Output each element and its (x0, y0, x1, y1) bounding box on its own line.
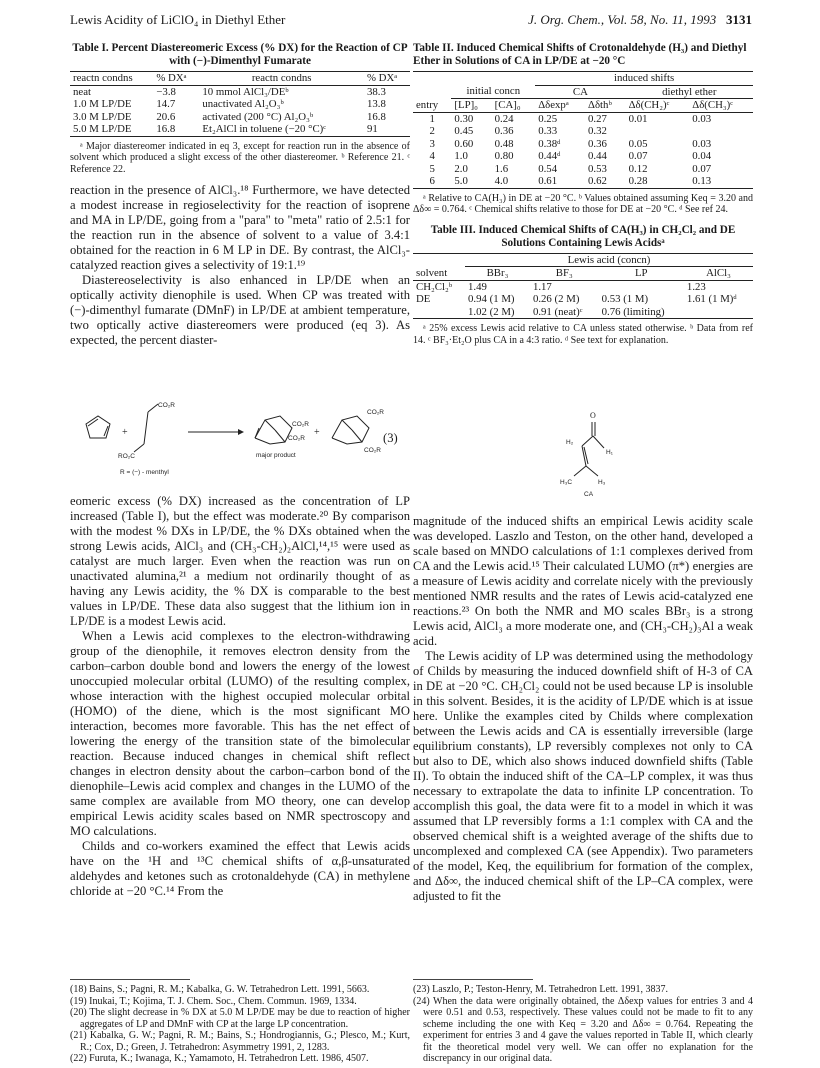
table-row (70, 111, 410, 124)
arrowhead (238, 429, 244, 435)
reference: (20) The slight decrease in % DX at 5.0 M LP/DE may be due to reaction of higher aggregates of LP and DMnF with CP at the large LP concentration. (70, 1007, 410, 1030)
table2-header-row (413, 99, 753, 113)
table-cell: 0.53 (588, 162, 607, 175)
table-cell: 0.01 (628, 112, 648, 125)
table-cell: 0.48 (494, 137, 514, 150)
table-cell: DE (416, 293, 431, 306)
table2-group-header: induced shifts (535, 72, 753, 86)
table-cell: 0.91 (neat)ᶜ (532, 305, 583, 318)
table-row (413, 138, 753, 151)
table-cell: 0.32 (588, 125, 607, 137)
table-cell: 0.61 (538, 175, 558, 187)
equation-number: (3) (383, 431, 398, 445)
table3 (413, 253, 753, 320)
ro2c-label: RO₂C (118, 453, 135, 460)
footnote-text: ᵃ Major diastereomer indicated in eq 3, except for reaction run in the absence of solvent which produced a slight excess of the other diastereomer. ᵇ Reference 21. ᶜ Reference 22. (70, 140, 410, 175)
paragraph: magnitude of the induced shifts an empirical Lewis acidity scale was developed. Laszlo and Teston, on the other hand, developed a scale based on MNDO calculations of 1:1 complexes derived from CA and the Lewis acid.¹⁵ Their calculated LUMO (π*) energies are a measure of Lewis acidity and correlate nicely with the previously mentioned NMR results and the rates of Lewis acid-catalyzed ene reactions.²³ On both the NMR and MO scales BBr₃ is a strong Lewis acid, AlCl₃ a more moderate one, and (CH₃-CH₂)₃Al a weak acid. (413, 514, 753, 648)
left-references (70, 975, 410, 1065)
paragraph: Childs and co-workers examined the effect that Lewis acids have on the ¹H and ¹³C chemical shifts of α,β-unsaturated aldehydes and ketones such as crotonaldehyde (CA) in methylene chloride at −20 °C.¹⁴ From the (70, 839, 410, 898)
left-column (70, 42, 410, 348)
table-cell: 0.04 (692, 150, 712, 162)
table-cell: 3.0 M LP/DE (73, 110, 132, 123)
right-column-lower (413, 514, 753, 904)
table-cell: 0.44ᵈ (538, 150, 561, 162)
table3-number: Table III. (430, 223, 476, 236)
table2-title: Induced Chemical Shifts of Crotonaldehyde (H₃) and Diethyl Ether in Solutions of CA in LP/DE at −20 °C (413, 42, 747, 67)
footnote-text: ᵃ 25% excess Lewis acid relative to CA unless stated otherwise. ᵇ Data from ref 14. ᶜ BF₃·Et₂O plus CA in a 4:3 ratio. ᵈ See text for explanation. (413, 323, 753, 346)
table-cell: 10 mmol AlCl₃/DEᵇ (202, 85, 289, 98)
table-cell: 0.36 (494, 125, 514, 137)
table3-group-header: Lewis acid (concn) (465, 253, 753, 267)
r-definition: R = (−) - menthyl (120, 469, 169, 476)
footnote-text: ᵃ Relative to CA(H₃) in DE at −20 °C. ᵇ Values obtained assuming Keq = 3.20 and Δδ∞ = 0.764. ᶜ Chemical shifts relative to those for DE at −20 °C. ᵈ See ref 24. (413, 192, 753, 216)
table-row (413, 293, 753, 306)
table-cell: 1.0 M LP/DE (73, 98, 132, 110)
table-cell: 0.94 (1 M) (468, 293, 515, 306)
cyclopentadiene-structure (86, 416, 110, 438)
footnote-rule (413, 979, 533, 980)
table-cell: 2 (429, 125, 435, 137)
table-cell: Et₂AlCl in toluene (−20 °C)ᶜ (202, 123, 327, 135)
right-body (413, 514, 753, 904)
table-cell: unactivated Al₂O₃ᵇ (202, 98, 284, 110)
co2r-label: CO₂R (288, 435, 305, 442)
table-cell: 0.03 (692, 112, 712, 125)
table-cell: −3.8 (156, 85, 176, 98)
table1 (70, 71, 410, 137)
norbornene-minor-structure (332, 416, 369, 444)
table2-subheader: CA (535, 85, 625, 99)
table-row (413, 125, 753, 138)
table-cell (684, 306, 753, 319)
table2-col-header: Δδexpᵃ (538, 99, 569, 111)
journal-name: J. Org. Chem., Vol. 58, No. 11, 1993 (528, 12, 717, 27)
table-cell: 0.28 (628, 175, 648, 187)
right-column (413, 42, 753, 346)
plus-sign: + (122, 427, 128, 438)
table-cell: 16.8 (156, 123, 176, 135)
molecule-label: CA (584, 491, 594, 498)
table-cell: 0.05 (628, 137, 648, 150)
table-cell: 3 (429, 137, 435, 150)
table-cell: 0.30 (454, 112, 474, 125)
h2-label: H₂ (566, 439, 574, 446)
table2 (413, 71, 753, 189)
table2-col-header: entry (416, 98, 439, 111)
table-cell: 1.17 (532, 280, 552, 293)
h1-label: H₁ (606, 449, 613, 456)
table-cell: 91 (366, 123, 378, 135)
table-cell: 0.03 (692, 137, 712, 150)
table-cell: 5.0 (454, 175, 468, 187)
reference: (18) Bains, S.; Pagni, R. M.; Kabalka, G. W. Tetrahedron Lett. 1991, 5663. (70, 984, 370, 995)
reference: (21) Kabalka, G. W.; Pagni, R. M.; Bains, S.; Hondrogiannis, G.; Plesco, M.; Kurt, R.; Cox, D.; Green, J. Tetrahedron: Asymmetry 1991, 2, 1283. (70, 1030, 410, 1053)
table2-col-header: [LP]₀ (454, 99, 478, 111)
table3-caption (413, 224, 753, 250)
table1-number: Table I. (72, 42, 109, 54)
table-cell: 0.07 (628, 150, 648, 162)
reference: (23) Laszlo, P.; Teston-Henry, M. Tetrahedron Lett. 1991, 3837. (413, 984, 669, 995)
table-cell (599, 280, 684, 293)
table-cell (413, 306, 465, 319)
oxygen-label: O (590, 411, 596, 420)
table-cell: 1 (429, 112, 435, 125)
table-cell: 0.44 (588, 150, 607, 162)
table-cell: 14.7 (156, 98, 176, 110)
left-body-top (70, 183, 410, 348)
footnote-rule (70, 979, 190, 980)
table3-col-header: LP (634, 267, 648, 280)
table2-footnote (413, 193, 753, 216)
table-cell: neat (73, 85, 91, 98)
table-cell: 20.6 (156, 110, 176, 123)
table-cell: CH₂Cl₂ᵇ (416, 280, 453, 293)
co2r-label: CO₂R (158, 402, 175, 409)
table-cell: 0.12 (628, 162, 648, 175)
table3-header-row (413, 267, 753, 281)
norbornene-major-structure (255, 416, 292, 444)
table-cell: 0.54 (538, 162, 558, 175)
table-cell: 0.24 (494, 112, 514, 125)
table-row (413, 112, 753, 125)
table2-col-header: Δδ(CH₂)ᶜ (628, 99, 670, 111)
table-cell: 6 (429, 175, 435, 187)
table-row (70, 85, 410, 98)
journal-citation (528, 12, 752, 28)
table-cell: 1.23 (686, 280, 706, 293)
paragraph: eomeric excess (% DX) increased as the concentration of LP increased (Table I), but the effect was moderate.²⁰ By comparison with the modest % DXs in LP/DE, the % DXs obtained when the strong Lewis acids, AlCl₃ and (CH₃-CH₂)₂AlCl,¹⁴,¹⁵ were used as catalyst are much larger. Even when the reaction was run on unactivated alumina,²¹ a medium not ordinarily thought of as having any Lewis acidity, the % DX is comparable to the best values in LP/DE. These data also suggest that the lithium ion in LP/DE is a modest Lewis acid. (70, 494, 410, 628)
table-cell: 0.33 (538, 125, 558, 137)
table-cell: 0.53 (1 M) (601, 293, 649, 306)
table-row (413, 150, 753, 163)
table-row (413, 175, 753, 188)
table2-col-header: Δδthᵇ (588, 99, 612, 111)
table-cell: 5.0 M LP/DE (73, 123, 132, 135)
table-cell: 16.8 (366, 110, 386, 123)
h3-label: H₃ (598, 479, 606, 486)
right-references (413, 975, 753, 1065)
table-cell: 38.3 (366, 85, 386, 98)
reference: (24) When the data were originally obtained, the Δδexp values for entries 3 and 4 were 0.51 and 0.53, respectively. These values could not be made to fit to any scheme including the one with Keq = 3.20 and Δδ∞ = 0.764. Repeating the experiment for entries 3 and 4 gave the values reported in Table II, which clearly fit the theoretical model very well. We can offer no explanation for the discrepancy in our original data. (413, 995, 753, 1064)
h3c-label: H₃C (560, 479, 573, 486)
table3-col-header: solvent (416, 266, 448, 279)
table1-caption (70, 42, 410, 68)
table-cell: 0.38ᵈ (538, 137, 561, 150)
table-cell: 1.0 (454, 150, 468, 162)
table3-group-row (413, 253, 753, 267)
table1-title: Percent Diastereomeric Excess (% DX) for the Reaction of CP with (−)-Dimenthyl Fumarate (111, 42, 408, 67)
table-cell: 0.07 (692, 162, 712, 175)
reference: (22) Furuta, K.; Iwanaga, K.; Yamamoto, H. Tetrahedron Lett. 1986, 4507. (70, 1053, 369, 1064)
table-cell: 0.62 (588, 175, 607, 187)
reference: (19) Inukai, T.; Kojima, T. J. Chem. Soc., Chem. Commun. 1969, 1334. (70, 995, 357, 1007)
table-row (413, 306, 753, 319)
table3-col-header: BF₃ (555, 267, 573, 280)
table-cell: 1.6 (494, 162, 509, 175)
table-cell: 0.27 (588, 112, 607, 125)
running-title: Lewis Acidity of LiClO₄ in Diethyl Ether (70, 12, 286, 27)
table3-col-header: BBr₃ (486, 267, 509, 280)
table-cell: activated (200 °C) Al₂O₃ᵇ (202, 110, 314, 123)
reaction-scheme (70, 398, 410, 478)
table2-col-header: Δδ(CH₃)ᶜ (692, 99, 734, 111)
table2-group-row (413, 72, 753, 86)
table-cell: 1.61 (1 M)ᵈ (686, 293, 737, 306)
table-cell: 2.0 (454, 162, 468, 175)
table2-subheader: diethyl ether (626, 85, 753, 99)
paragraph: The Lewis acidity of LP was determined using the methodology of Childs by measuring the induced downfield shift of H-3 of CA in DE at −20 °C. CH₂Cl₂ could not be used because LP is insoluble in this solvent. Besides, it is the acidity of LP/DE which is at issue here. Unlike the examples cited by Childs where complexation between the Lewis acids and CA is essentially irreversible (large equilibrium constants), LP reversibly complexes not only to CA but also to DE, which also shows induced downfield shifts (Table II). To obtain the induced shift of the CA–LP complex, it was thus necessary to extrapolate the data to infinite LP concentration. To accomplish this goal, the data were fit to a model in which it was assumed that LP reversibly forms a 1:1 complex with CA and the observed chemical shift is a weighted average of the shifts due to uncomplexed and complexed CA (see Appendix). Two parameters of the model, Keq, the equilibrium for formation of the complex, and Δδ∞, the induced chemical shift of the LP–CA complex, were adjusted to fit the (413, 649, 753, 903)
table2-number: Table II. (413, 42, 454, 54)
left-column-lower (70, 494, 410, 899)
page-number: 3131 (726, 12, 752, 27)
table2-caption (413, 42, 753, 68)
table2-subheader: initial concn (451, 85, 535, 99)
table-cell: 0.60 (454, 137, 474, 150)
crotonaldehyde-structure (560, 400, 620, 510)
table-cell: 0.80 (494, 150, 514, 162)
table-cell: 5 (429, 162, 435, 175)
co2r-label: CO₂R (292, 421, 309, 428)
table-cell: 0.36 (588, 137, 607, 150)
table-cell: 0.13 (692, 175, 712, 187)
paragraph: reaction in the presence of AlCl₃.¹⁸ Furthermore, we have detected a modest increase in regioselectivity for the reaction of isoprene and MA in LP/DE, going from a "para" to "meta" ratio of 2.5:1 for the reaction run in the absence of solvent to a value of 3.4:1 obtained for the reaction in 6 M LP in DE. By contrast, the AlCl₃-catalyzed reaction gives a selectivity of 19:1.¹⁹ (70, 183, 410, 273)
table3-col-header: AlCl₃ (706, 267, 731, 280)
major-product-label: major product (256, 452, 296, 459)
table-cell: 0.26 (2 M) (532, 293, 580, 306)
plus-sign: + (314, 427, 320, 438)
table-cell: 0.25 (538, 112, 558, 125)
table1-col-header: reactn condns (73, 72, 133, 84)
table1-col-header: % DXᵃ (156, 72, 187, 84)
table3-footnote (413, 323, 753, 346)
table-cell: 13.8 (366, 98, 386, 110)
table1-col-header: % DXᵃ (366, 72, 398, 84)
table-cell: 0.76 (limiting) (601, 305, 665, 318)
table-row (413, 163, 753, 176)
co2r-label: CO₂R (367, 409, 384, 416)
table-cell: 0.45 (454, 125, 474, 137)
table-row (70, 123, 410, 136)
table-cell: 1.02 (2 M) (468, 305, 515, 318)
table-cell: 1.49 (468, 280, 487, 293)
table-cell: 4 (429, 150, 435, 162)
table3-title: Induced Chemical Shifts of CA(H₃) in CH₂Cl₂ and DE Solutions Containing Lewis Acidsᵃ (478, 223, 736, 249)
table1-col-header: reactn condns (251, 72, 312, 84)
table-row (70, 98, 410, 111)
table-cell (626, 125, 690, 138)
table-row (413, 280, 753, 293)
left-body-bottom (70, 494, 410, 899)
table-cell (689, 125, 753, 138)
table2-subgroup-row (413, 85, 753, 99)
co2r-label: CO₂R (364, 447, 381, 454)
table-cell: 4.0 (494, 175, 509, 187)
paragraph: Diastereoselectivity is also enhanced in LP/DE when an optically activity dienophile is used. When CP was treated with (−)-dimenthyl fumarate (DMnF) in LP/DE at ambient temperature, two optically active diastereomers were produced (eq 3). As expected, the percent diaster- (70, 273, 410, 348)
paragraph: When a Lewis acid complexes to the electron-withdrawing group of the dienophile, it removes electron density from the carbon–carbon double bond and lowers the energy of the lowest unoccupied molecular orbital (LUMO) of the resulting complex, whose interaction with the highest occupied molecular orbital (HOMO) of the diene, which is the most significant MO interaction, becomes more favorable. This has the net effect of lowering the energy of the transition state of the bimolecular reaction. Because induced changes in chemical shift reflect changes in electron density about the carbon–carbon bond of the dienophile–Lewis acid complex and changes in the LUMO of the same complex are available from MO theory, one can develop empirical Lewis acidity scales based on NMR spectroscopy and MO calculations. (70, 629, 410, 838)
fumarate-structure (134, 404, 158, 452)
table1-footnote (70, 141, 410, 176)
table1-header-row (70, 72, 410, 86)
table2-col-header: [CA]₀ (494, 99, 521, 111)
